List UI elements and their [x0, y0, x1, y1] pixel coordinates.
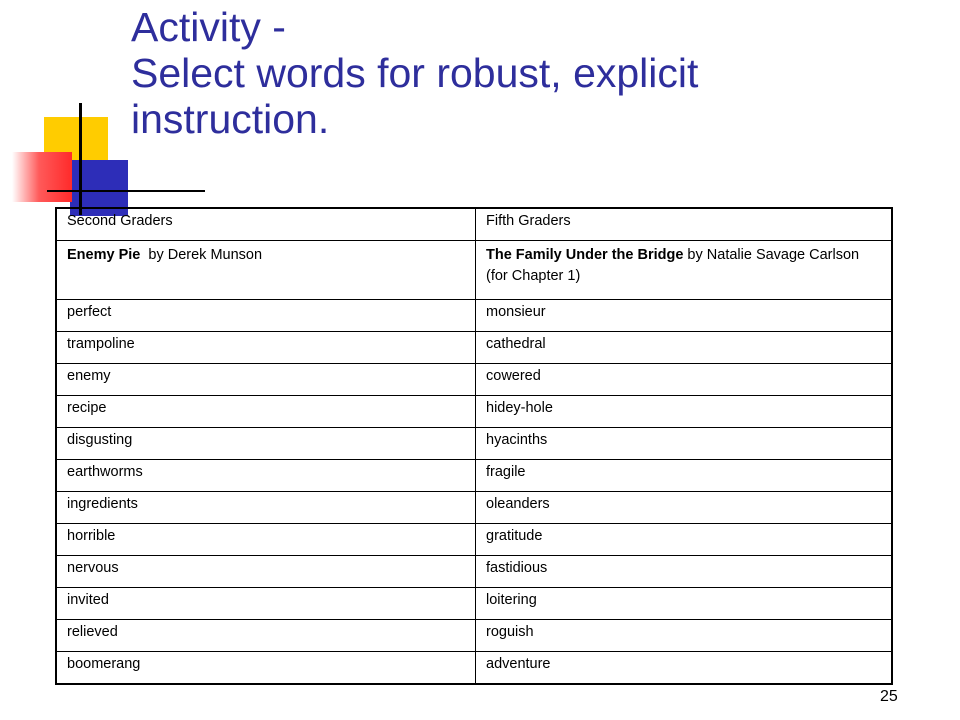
word-fifth-graders: roguish — [476, 620, 893, 652]
book-author-second: by Derek Munson — [140, 247, 263, 263]
title-line-1: Activity - — [131, 4, 286, 50]
book-author-fifth: by Natalie Savage Carlson (for Chapter 1) — [486, 247, 860, 284]
word-fifth-graders: fastidious — [476, 556, 893, 588]
word-second-graders: invited — [56, 588, 476, 620]
table-row — [56, 428, 892, 460]
table-header-row — [56, 208, 892, 241]
title-line-2: Select words for robust, explicit — [131, 50, 699, 96]
word-fifth-graders: adventure — [476, 652, 893, 685]
vocabulary-table — [55, 207, 893, 685]
word-fifth-graders: loitering — [476, 588, 893, 620]
book-row — [56, 241, 892, 300]
table-row — [56, 460, 892, 492]
table-row — [56, 492, 892, 524]
book-second-graders — [56, 241, 476, 300]
word-second-graders: perfect — [56, 300, 476, 332]
slide-title — [131, 4, 931, 142]
word-rows — [56, 300, 892, 685]
word-second-graders: nervous — [56, 556, 476, 588]
table-row — [56, 300, 892, 332]
word-fifth-graders: oleanders — [476, 492, 893, 524]
word-second-graders: disgusting — [56, 428, 476, 460]
word-second-graders: ingredients — [56, 492, 476, 524]
word-fifth-graders: hyacinths — [476, 428, 893, 460]
word-second-graders: boomerang — [56, 652, 476, 685]
page-number: 25 — [880, 688, 898, 705]
decor-red-square — [12, 152, 72, 202]
word-second-graders: horrible — [56, 524, 476, 556]
word-second-graders: earthworms — [56, 460, 476, 492]
word-second-graders: enemy — [56, 364, 476, 396]
word-second-graders: recipe — [56, 396, 476, 428]
decor-horizontal-line — [47, 190, 205, 192]
table-row — [56, 332, 892, 364]
word-fifth-graders: monsieur — [476, 300, 893, 332]
table-row — [56, 652, 892, 685]
table-row — [56, 396, 892, 428]
decor-vertical-line — [79, 103, 82, 215]
table-row — [56, 524, 892, 556]
title-line-3: instruction. — [131, 96, 330, 142]
word-second-graders: relieved — [56, 620, 476, 652]
header-fifth-graders: Fifth Graders — [476, 208, 893, 241]
book-title-second: Enemy Pie — [67, 247, 141, 263]
word-second-graders: trampoline — [56, 332, 476, 364]
word-fifth-graders: cowered — [476, 364, 893, 396]
word-fifth-graders: hidey-hole — [476, 396, 893, 428]
table-row — [56, 364, 892, 396]
word-fifth-graders: gratitude — [476, 524, 893, 556]
word-fifth-graders: cathedral — [476, 332, 893, 364]
table-row — [56, 620, 892, 652]
word-fifth-graders: fragile — [476, 460, 893, 492]
header-second-graders: Second Graders — [56, 208, 476, 241]
table-row — [56, 588, 892, 620]
table-row — [56, 556, 892, 588]
book-fifth-graders — [476, 241, 893, 300]
book-title-fifth: The Family Under the Bridge — [486, 247, 684, 263]
